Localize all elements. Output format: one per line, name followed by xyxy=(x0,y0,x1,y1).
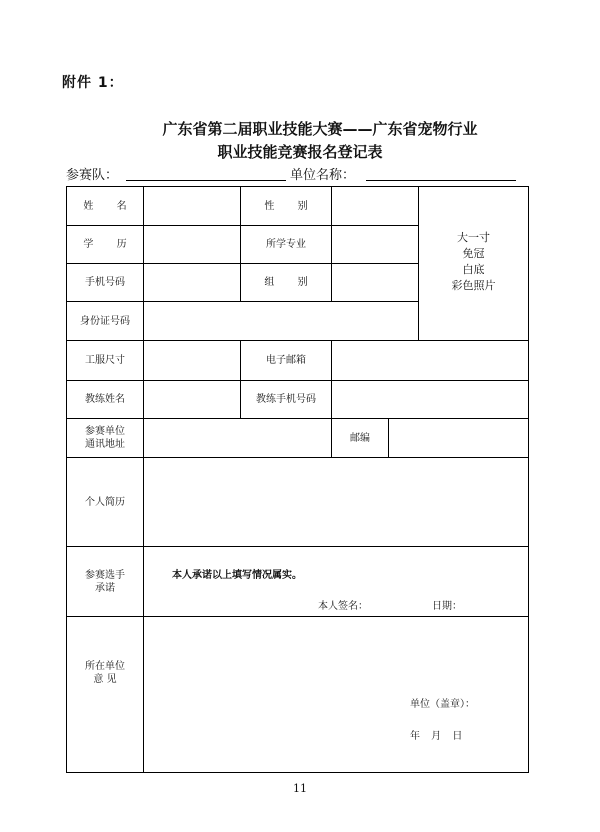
resume-label: 个人简历 xyxy=(85,496,125,508)
major-field[interactable] xyxy=(332,226,418,263)
signature-label: 本人签名： xyxy=(318,601,368,612)
date-ymd-label: 年 月 日 xyxy=(410,731,463,742)
name-label: 姓 名 xyxy=(83,200,137,212)
uniform-size-label: 工服尺寸 xyxy=(85,355,125,366)
photo-size-text: 大一寸 xyxy=(457,231,490,244)
id-number-label: 身份证号码 xyxy=(80,315,130,327)
phone-label: 手机号码 xyxy=(85,277,125,288)
gender-label: 性 别 xyxy=(264,200,318,212)
coach-name-field[interactable] xyxy=(144,381,240,418)
education-field[interactable] xyxy=(144,226,240,263)
photo-background-text: 白底 xyxy=(462,263,485,276)
postcode-field[interactable] xyxy=(389,419,528,457)
team-label: 参赛队： xyxy=(66,168,119,183)
name-field[interactable] xyxy=(144,187,240,225)
postcode-label: 邮编 xyxy=(350,432,370,444)
group-field[interactable] xyxy=(332,264,418,301)
email-label: 电子邮箱 xyxy=(266,355,306,366)
pledge-text: 本人承诺以上填写情况属实。 xyxy=(172,570,302,581)
id-number-field[interactable] xyxy=(144,302,418,340)
phone-field[interactable] xyxy=(144,264,240,301)
resume-field[interactable] xyxy=(144,458,528,546)
email-field[interactable] xyxy=(332,341,528,380)
page-number: 11 xyxy=(293,782,307,795)
photo-nohat-text: 免冠 xyxy=(462,247,485,260)
address-field[interactable] xyxy=(144,419,331,457)
major-label: 所学专业 xyxy=(266,239,306,250)
photo-placeholder[interactable] xyxy=(419,230,528,294)
photo-color-text: 彩色照片 xyxy=(451,279,496,292)
gender-field[interactable] xyxy=(332,187,418,225)
coach-phone-label: 教练手机号码 xyxy=(256,394,316,405)
education-label: 学 历 xyxy=(83,239,137,250)
seal-label: 单位（盖章）： xyxy=(410,699,475,710)
attachment-label: 附件 1： xyxy=(62,75,124,91)
unit-name-label: 单位名称： xyxy=(290,168,356,183)
group-label: 组 别 xyxy=(264,277,318,288)
coach-name-label: 教练姓名 xyxy=(85,394,125,405)
pledge-label: 参赛选手 承诺 xyxy=(85,569,125,594)
date-label: 日期： xyxy=(432,601,462,612)
form-title-line2: 职业技能竞赛报名登记表 xyxy=(217,143,383,161)
opinion-label: 所在单位 意 见 xyxy=(85,661,125,685)
address-label: 参赛单位 通讯地址 xyxy=(85,426,125,450)
coach-phone-field[interactable] xyxy=(332,381,528,418)
uniform-size-field[interactable] xyxy=(144,341,240,380)
form-title-line1: 广东省第二届职业技能大赛——广东省宠物行业 xyxy=(162,120,478,138)
